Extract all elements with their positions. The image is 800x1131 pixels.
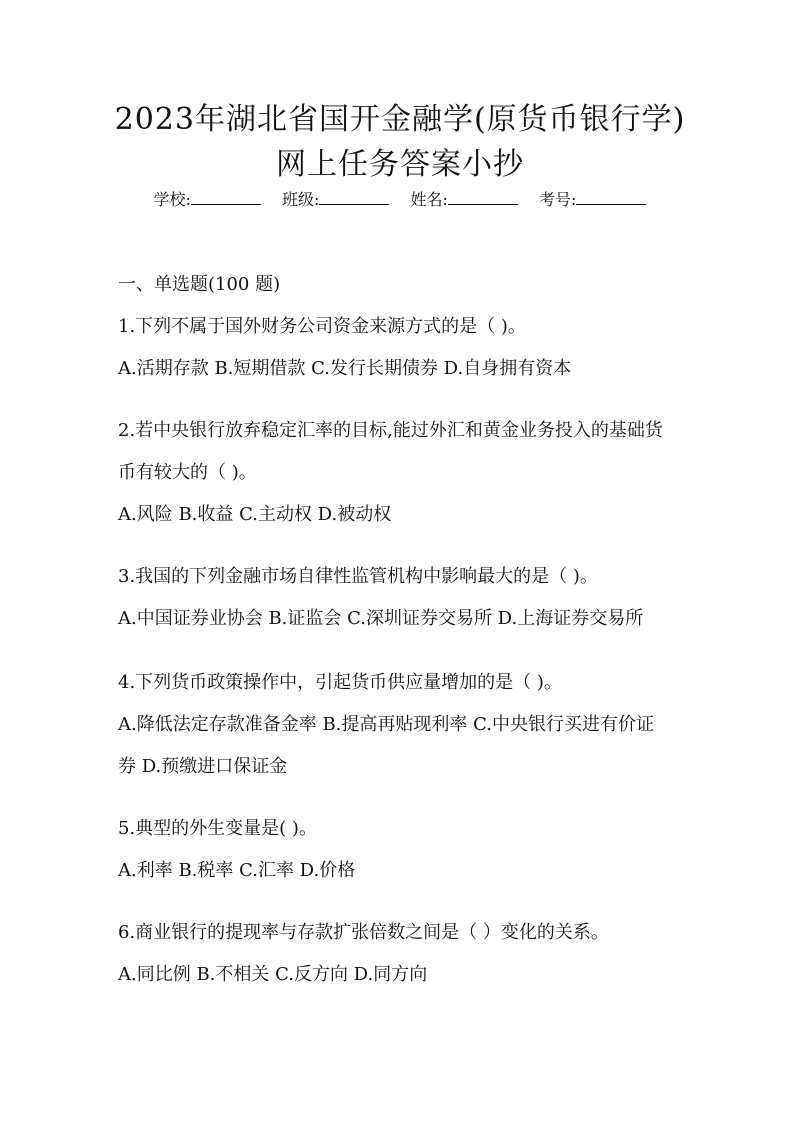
name-blank (448, 190, 518, 205)
question-6-stem: 6.商业银行的提现率与存款扩张倍数之间是（ ）变化的关系。 (118, 922, 609, 943)
question-3-stem: 3.我国的下列金融市场自律性监管机构中影响最大的是（ )。 (118, 566, 598, 587)
student-info-row (0, 186, 800, 214)
exam-number-blank (576, 190, 646, 205)
question-2-options: A.风险 B.收益 C.主动权 D.被动权 (118, 504, 392, 525)
class-field (282, 190, 395, 209)
question-4-stem: 4.下列货币政策操作中，引起货币供应量增加的是（ )。 (118, 672, 562, 693)
question-1-stem: 1.下列不属于国外财务公司资金来源方式的是（ )。 (118, 316, 526, 337)
name-label: 姓名: (410, 190, 448, 209)
question-6-options: A.同比例 B.不相关 C.反方向 D.同方向 (118, 964, 428, 985)
question-5-stem: 5.典型的外生变量是( )。 (118, 818, 317, 839)
question-2-stem-cont: 币有较大的（ )。 (118, 462, 257, 483)
question-1-options: A.活期存款 B.短期借款 C.发行长期债券 D.自身拥有资本 (118, 358, 572, 379)
section-header: 一、单选题(100 题) (118, 274, 281, 295)
question-3-options: A.中国证券业协会 B.证监会 C.深圳证券交易所 D.上海证券交易所 (118, 608, 644, 629)
question-4-options: A.降低法定存款准备金率 B.提高再贴现利率 C.中央银行买进有价证 (118, 714, 654, 735)
exam-number-field (539, 190, 646, 209)
school-blank (191, 190, 261, 205)
question-4-options-cont: 券 D.预缴进口保证金 (118, 756, 288, 777)
question-2-stem: 2.若中央银行放弃稳定汇率的目标,能过外汇和黄金业务投入的基础货 (118, 420, 663, 441)
document-title-line-2: 网上任务答案小抄 (276, 147, 524, 182)
school-field (154, 190, 267, 209)
question-5-options: A.利率 B.税率 C.汇率 D.价格 (118, 860, 356, 881)
school-label: 学校: (153, 190, 191, 209)
exam-number-label: 考号: (539, 190, 577, 209)
name-field (411, 190, 524, 209)
class-label: 班级: (282, 190, 320, 209)
class-blank (319, 190, 389, 205)
document-title-line-1: 2023年湖北省国开金融学(原货币银行学) (114, 102, 686, 137)
